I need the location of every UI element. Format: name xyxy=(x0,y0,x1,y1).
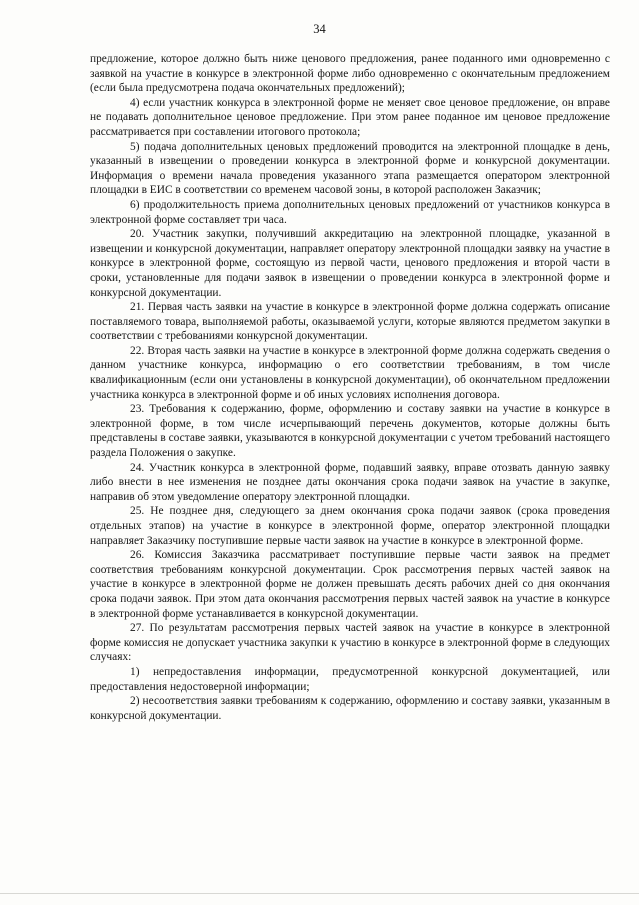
paragraph-22: 22. Вторая часть заявки на участие в конкурсе в электронной форме должна содержать сведения о данном участнике конкурса, информацию о его соответствии требованиям, в том числе квалификационным (если они установлены в конкурсной документации), об окончательном предложении участника конкурса в электронной форме и об иных условиях исполнения договора. xyxy=(90,344,610,401)
page-number: 34 xyxy=(313,22,326,36)
paragraph-21: 21. Первая часть заявки на участие в конкурсе в электронной форме должна содержать описание поставляемого товара, выполняемой работы, оказываемой услуги, которые являются предметом закупки в соответствии с требованиями конкурсной документации. xyxy=(90,301,610,343)
page-bottom-divider xyxy=(0,893,639,894)
paragraph-25: 25. Не позднее дня, следующего за днем окончания срока подачи заявок (срока проведения отдельных этапов) на участие в конкурсе в электронной форме, оператор электронной площадки направляет Заказчику поступившие первые части заявок на участие в конкурсе в электронной форме. xyxy=(90,505,610,547)
document-body xyxy=(90,52,610,723)
paragraph-26: 26. Комиссия Заказчика рассматривает поступившие первые части заявок на предмет соответствия требованиям конкурсной документации. Срок рассмотрения первых частей заявок на участие в конкурсе в электронной форме не должен превышать десять рабочих дней со дня окончания срока подачи заявок. При этом дата окончания рассмотрения первых частей заявок на участие в конкурсе в электронной форме устанавливается в конкурсной документации. xyxy=(90,549,610,620)
paragraph-20: 20. Участник закупки, получивший аккредитацию на электронной площадке, указанной в извещении и конкурсной документации, направляет оператору электронной площадки заявку на участие в конкурсе в электронной форме, состоящую из первой части, ценового предложения и второй части в сроки, установленные для подачи заявок в извещении о проведении конкурса в электронной форме и конкурсной документации. xyxy=(90,228,610,299)
paragraph-23: 23. Требования к содержанию, форме, оформлению и составу заявки на участие в конкурсе в электронной форме, в том числе исчерпывающий перечень документов, которые должны быть представлены в составе заявки, указываются в конкурсной документации с учетом требований настоящего раздела Положения о закупке. xyxy=(90,403,610,460)
paragraph-item-5: 5) подача дополнительных ценовых предложений проводится на электронной площадке в день, указанный в извещении о проведении конкурса в электронной форме и конкурсной документации. Информация о времени начала проведения указанного этапа размещается оператором электронной площадки в ЕИС в соответствии со временем часовой зоны, в которой расположен Заказчик; xyxy=(90,140,610,197)
paragraph-27-item-1: 1) непредоставления информации, предусмотренной конкурсной документацией, или предоставления недостоверной информации; xyxy=(90,665,610,693)
paragraph-24: 24. Участник конкурса в электронной форме, подавший заявку, вправе отозвать данную заявку либо внести в нее изменения не позднее даты окончания срока подачи заявок на участие в закупке, направив об этом уведомление оператору электронной площадки. xyxy=(90,461,610,503)
paragraph-continuation: предложение, которое должно быть ниже ценового предложения, ранее поданного ими одновременно с заявкой на участие в конкурсе в электронной форме либо одновременно с окончательным предложением (если была предусмотрена подача окончательных предложений); xyxy=(90,53,610,95)
paragraph-item-4: 4) если участник конкурса в электронной форме не меняет свое ценовое предложение, он вправе не подавать дополнительное ценовое предложение. При этом ранее поданное им ценовое предложение рассматривается при составлении итогового протокола; xyxy=(90,96,610,138)
paragraph-item-6: 6) продолжительность приема дополнительных ценовых предложений от участников конкурса в электронной форме составляет три часа. xyxy=(90,198,610,226)
paragraph-27: 27. По результатам рассмотрения первых частей заявок на участие в конкурсе в электронной форме комиссия не допускает участника закупки к участию в конкурсе в электронной форме в следующих случаях: xyxy=(90,622,610,664)
paragraph-27-item-2: 2) несоответствия заявки требованиям к содержанию, оформлению и составу заявки, указанным в конкурсной документации. xyxy=(90,695,610,722)
